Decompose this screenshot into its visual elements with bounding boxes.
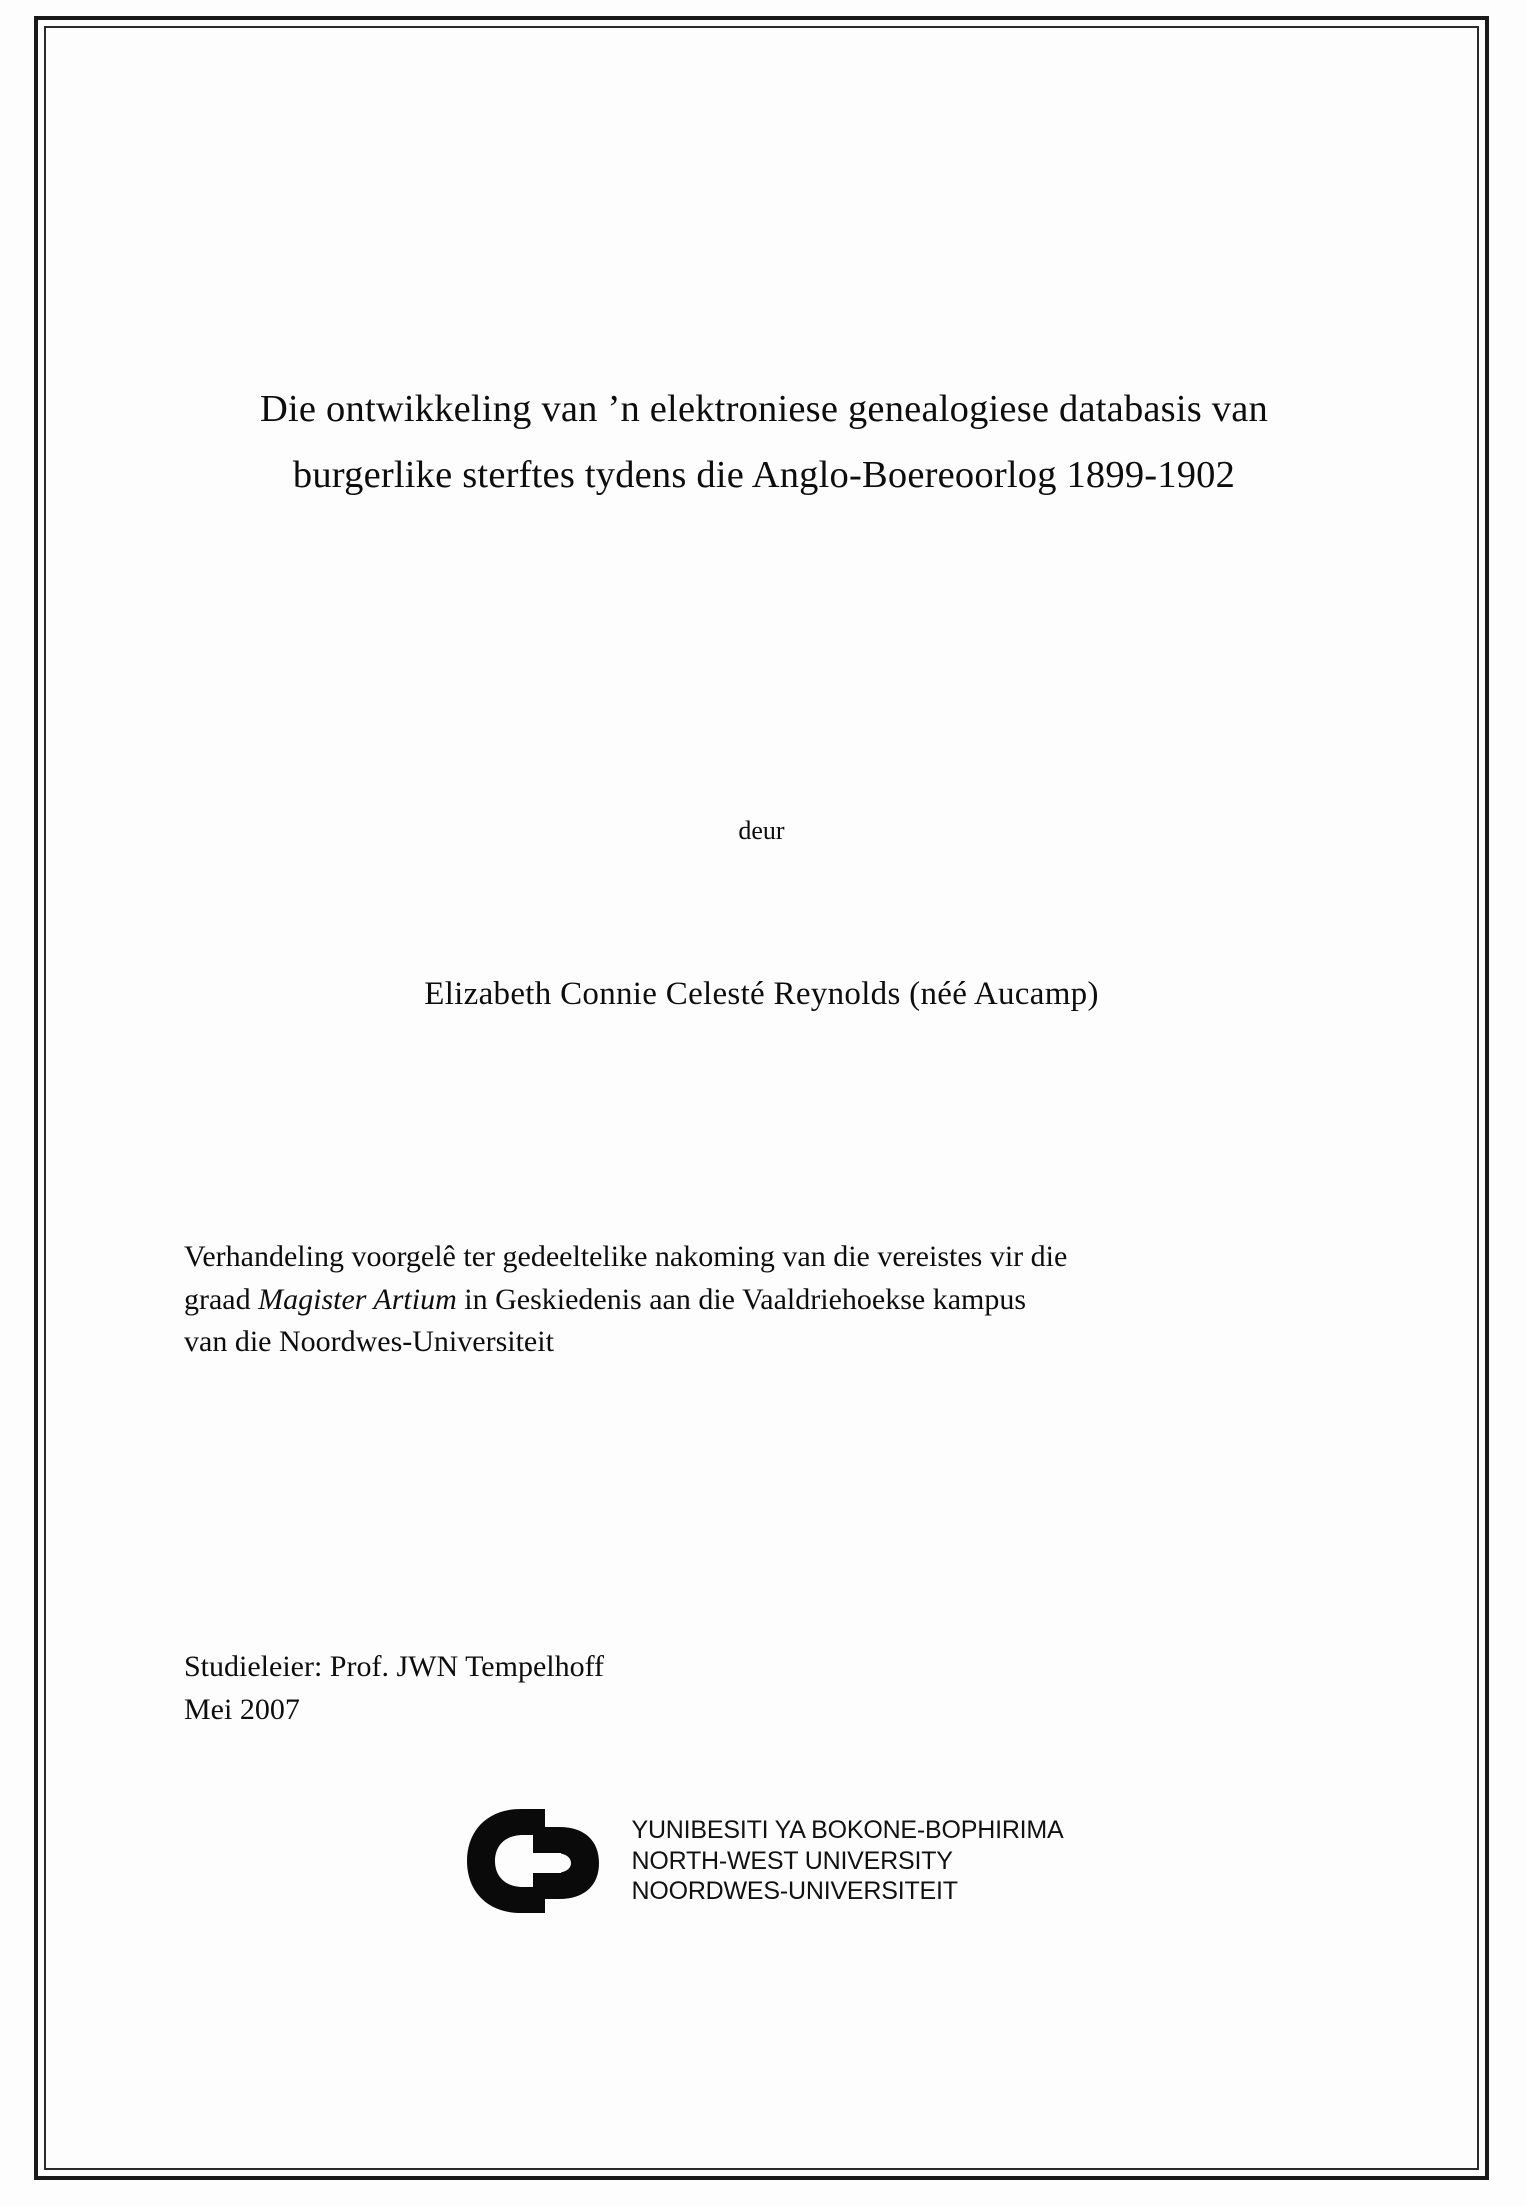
supervisor-block bbox=[184, 1646, 1084, 1731]
degree-statement bbox=[184, 1236, 1344, 1364]
title-line-1: Die ontwikkeling van ’n elektroniese genealogiese databasis van bbox=[260, 388, 1268, 430]
north-west-university-logo-icon bbox=[459, 1801, 619, 1921]
university-logo-text bbox=[631, 1815, 1063, 1907]
degree-statement-line-2-suffix: in Geskiedenis aan die Vaaldriehoekse kampus bbox=[456, 1282, 1027, 1316]
byline-label: deur bbox=[738, 816, 785, 845]
submission-date: Mei 2007 bbox=[184, 1692, 300, 1726]
logo-text-line-2: NORTH-WEST UNIVERSITY bbox=[631, 1846, 953, 1875]
degree-statement-line-2 bbox=[184, 1279, 1344, 1322]
logo-text-line-1: YUNIBESITI YA BOKONE-BOPHIRIMA bbox=[631, 1816, 1064, 1845]
title-line-2: burgerlike sterftes tydens die Anglo-Boereoorlog 1899-1902 bbox=[292, 454, 1236, 497]
degree-statement-line-2-prefix: graad bbox=[184, 1282, 259, 1316]
degree-statement-line-3: van die Noordwes-Universiteit bbox=[184, 1325, 554, 1359]
title-page-content bbox=[44, 26, 1479, 2170]
author-name: Elizabeth Connie Celesté Reynolds (néé Aucamp) bbox=[424, 976, 1099, 1012]
supervisor-name: Studieleier: Prof. JWN Tempelhoff bbox=[184, 1650, 605, 1683]
page-title bbox=[184, 376, 1344, 508]
degree-statement-line-1: Verhandeling voorgelê ter gedeeltelike nakoming van die vereistes vir die bbox=[184, 1240, 1068, 1273]
degree-name: Magister Artium bbox=[258, 1282, 457, 1316]
university-logo bbox=[44, 1801, 1479, 1921]
logo-text-line-3: NOORDWES-UNIVERSITEIT bbox=[631, 1877, 958, 1906]
